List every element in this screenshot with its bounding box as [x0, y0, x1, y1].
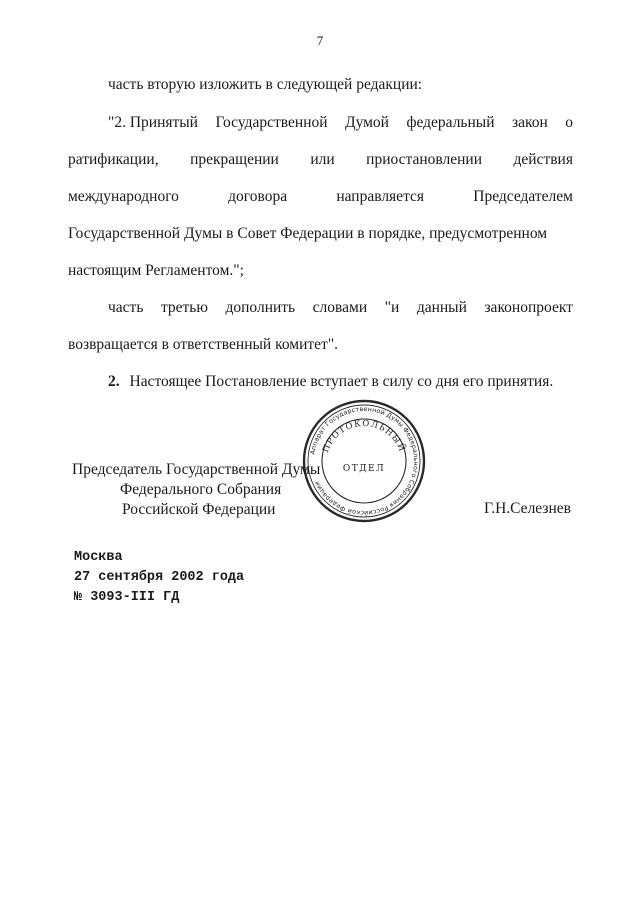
item-2-number: 2. — [108, 373, 120, 390]
paragraph-3-line-1 — [108, 298, 573, 318]
item-2 — [108, 372, 553, 392]
footer-number: № 3093-III ГД — [74, 590, 180, 605]
word: Думой — [345, 114, 389, 131]
word: или — [310, 151, 335, 168]
word: часть — [108, 299, 144, 316]
word: действия — [513, 151, 573, 168]
word: Государственной — [215, 114, 328, 131]
signatory-name: Г.Н.Селезнев — [484, 500, 571, 517]
footer-date: 27 сентября 2002 года — [74, 570, 245, 585]
word: приостановлении — [366, 151, 483, 168]
signatory-title-line-2: Федерального Собрания — [120, 481, 282, 498]
word: Председателем — [473, 188, 573, 205]
word: о — [565, 114, 573, 131]
paragraph-3-line-2: возвращается в ответственный комитет". — [68, 336, 339, 353]
paragraph-2-line-3 — [68, 187, 573, 207]
paragraph-2-line-4: Государственной Думы в Совет Федерации в порядке, предусмотренном — [68, 225, 548, 242]
word: договора — [228, 188, 288, 205]
word: "2. Принятый — [108, 114, 198, 131]
word: прекращении — [190, 151, 279, 168]
paragraph-2-line-1 — [108, 113, 573, 133]
signatory-title-line-1: Председатель Государственной Думы — [72, 461, 321, 478]
stamp-inner-text: ПРОТОКОЛЬНЫЙ — [320, 418, 408, 455]
signatory-title-line-3: Российской Федерации — [122, 501, 276, 518]
word: дополнить — [225, 299, 296, 316]
stamp-center-text: ОТДЕЛ — [342, 464, 386, 474]
paragraph-2-line-5: настоящим Регламентом."; — [68, 262, 244, 279]
body-line-1: часть вторую изложить в следующей редакции: — [108, 76, 423, 93]
word: ратификации, — [68, 151, 159, 168]
paragraph-2-line-2 — [68, 150, 573, 170]
signatory-title — [68, 460, 418, 520]
word: "и — [384, 299, 400, 316]
page-number: 7 — [316, 33, 324, 48]
word: данный — [416, 299, 467, 316]
item-2-text: Настоящее Постановление вступает в силу со дня его принятия. — [129, 373, 554, 390]
word: словами — [312, 299, 368, 316]
stamp-outer-text: Аппарат Государственной Думы Федерального Собрания Российской Федерации — [309, 405, 420, 517]
word: закон — [511, 114, 548, 131]
word: третью — [160, 299, 208, 316]
word: федеральный — [406, 114, 495, 131]
word: законопроект — [484, 299, 573, 316]
word: направляется — [336, 188, 425, 205]
word: международного — [68, 188, 179, 205]
footer-city: Москва — [74, 550, 123, 565]
